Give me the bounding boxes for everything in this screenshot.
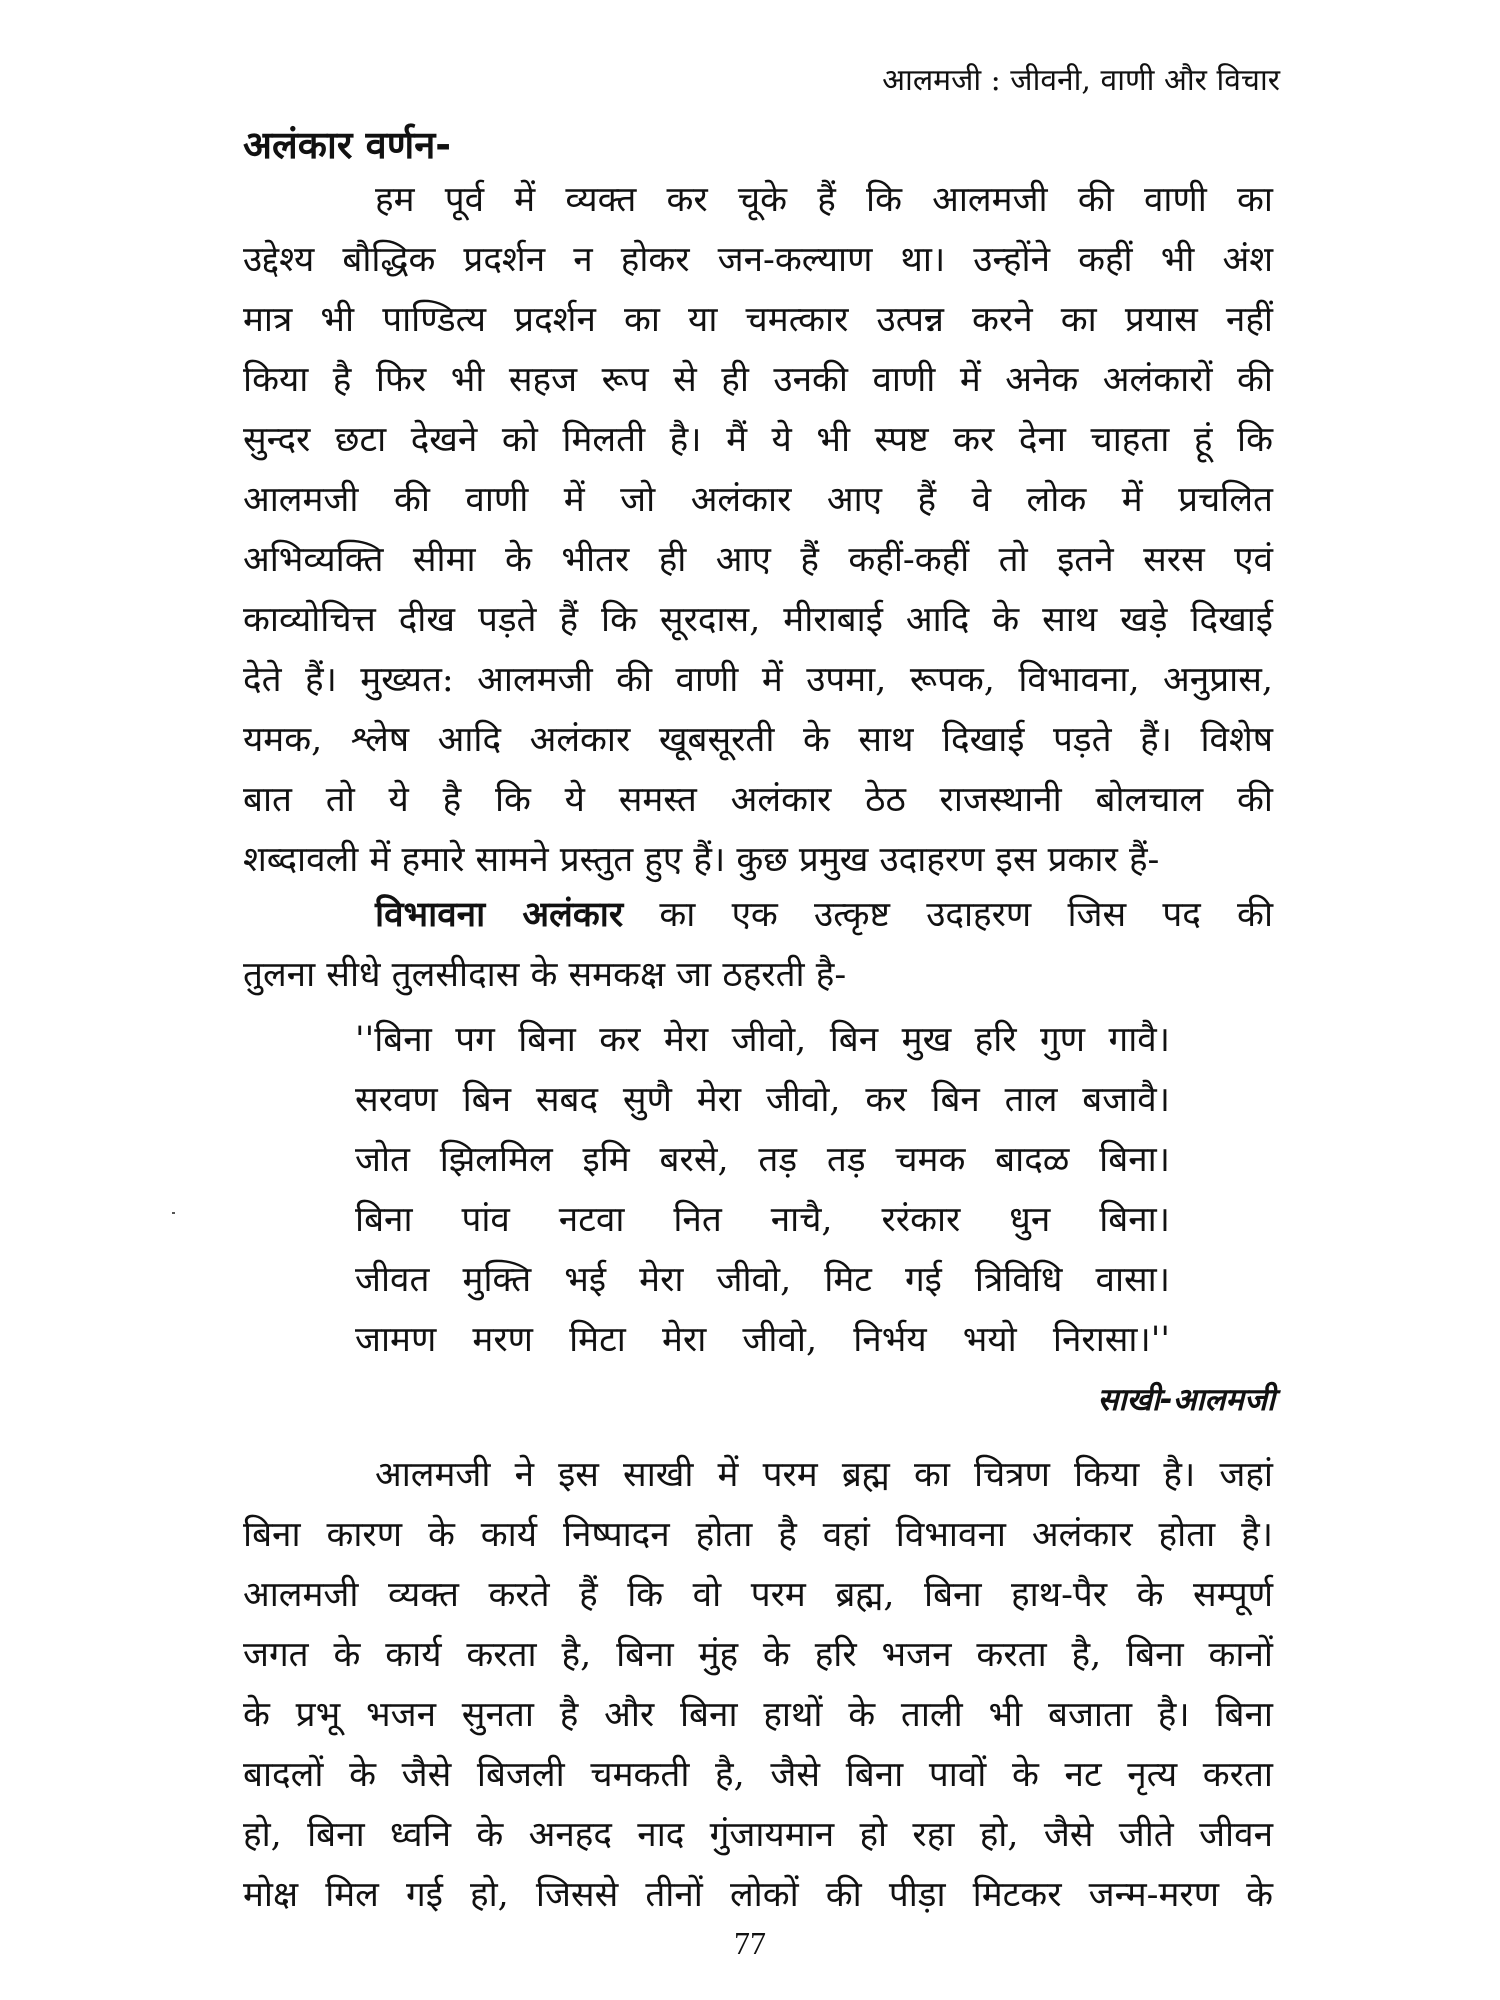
text-line: तुलना सीधे तुलसीदास के समकक्ष जा ठहरती है- bbox=[243, 955, 847, 995]
running-header: आलमजी : जीवनी, वाणी और विचार bbox=[882, 63, 1280, 98]
bold-term: विभावना अलंकार bbox=[375, 895, 624, 935]
text-line bbox=[243, 885, 1273, 945]
text-line: हो, बिना ध्वनि के अनहद नाद गुंजायमान हो रहा हो, जैसे जीते जीवन bbox=[243, 1815, 1273, 1855]
text-line: बादलों के जैसे बिजली चमकती है, जैसे बिना पावों के नट नृत्य करता bbox=[243, 1755, 1273, 1795]
verse-line: जामण मरण मिटा मेरा जीवो, निर्भय भयो निरासा।'' bbox=[355, 1320, 1170, 1360]
text-line: शब्दावली में हमारे सामने प्रस्तुत हुए हैं। कुछ प्रमुख उदाहरण इस प्रकार हैं- bbox=[243, 840, 1160, 880]
text-line: जगत के कार्य करता है, बिना मुंह के हरि भजन करता है, बिना कानों bbox=[243, 1635, 1273, 1675]
text-line: आलमजी की वाणी में जो अलंकार आए हैं वे लोक में प्रचलित bbox=[243, 480, 1273, 520]
verse-line: सरवण बिन सबद सुणै मेरा जीवो, कर बिन ताल बजावै। bbox=[355, 1080, 1170, 1120]
text-line: बात तो ये है कि ये समस्त अलंकार ठेठ राजस्थानी बोलचाल की bbox=[243, 780, 1273, 820]
verse-line: जीवत मुक्ति भई मेरा जीवो, मिट गई त्रिविधि वासा। bbox=[355, 1260, 1170, 1300]
text-line: यमक, श्लेष आदि अलंकार खूबसूरती के साथ दिखाई पड़ते हैं। विशेष bbox=[243, 720, 1273, 760]
text-line: किया है फिर भी सहज रूप से ही उनकी वाणी में अनेक अलंकारों की bbox=[243, 360, 1273, 400]
text-line: काव्योचित्त दीख पड़ते हैं कि सूरदास, मीराबाई आदि के साथ खड़े दिखाई bbox=[243, 600, 1273, 640]
text-line: उद्देश्य बौद्धिक प्रदर्शन न होकर जन-कल्याण था। उन्होंने कहीं भी अंश bbox=[243, 240, 1273, 280]
text-line: मात्र भी पाण्डित्य प्रदर्शन का या चमत्कार उत्पन्न करने का प्रयास नहीं bbox=[243, 300, 1273, 340]
paragraph-vibhavana bbox=[243, 885, 1273, 1005]
text-line: देते हैं। मुख्यत: आलमजी की वाणी में उपमा, रूपक, विभावना, अनुप्रास, bbox=[243, 660, 1273, 700]
verse-line: जोत झिलमिल इमि बरसे, तड़ तड़ चमक बादळ बिना। bbox=[355, 1140, 1170, 1180]
paragraph-explanation bbox=[243, 1445, 1273, 1925]
section-title: अलंकार वर्णन- bbox=[243, 123, 452, 167]
text-line: मोक्ष मिल गई हो, जिससे तीनों लोकों की पीड़ा मिटकर जन्म-मरण के bbox=[243, 1875, 1273, 1915]
text-line: सुन्दर छटा देखने को मिलती है। मैं ये भी स्पष्ट कर देना चाहता हूं कि bbox=[243, 420, 1273, 460]
text-fragment: का एक उत्कृष्ट उदाहरण जिस पद की bbox=[623, 895, 1274, 935]
text-line: आलमजी ने इस साखी में परम ब्रह्म का चित्रण किया है। जहां bbox=[375, 1455, 1273, 1495]
text-line: आलमजी व्यक्त करते हैं कि वो परम ब्रह्म, बिना हाथ-पैर के सम्पूर्ण bbox=[243, 1575, 1273, 1615]
text-line: हम पूर्व में व्यक्त कर चूके हैं कि आलमजी की वाणी का bbox=[375, 180, 1273, 220]
text-line: बिना कारण के कार्य निष्पादन होता है वहां विभावना अलंकार होता है। bbox=[243, 1515, 1273, 1555]
text-line: के प्रभू भजन सुनता है और बिना हाथों के ताली भी बजाता है। बिना bbox=[243, 1695, 1273, 1735]
verse-block bbox=[355, 1010, 1170, 1370]
verse-line: ''बिना पग बिना कर मेरा जीवो, बिन मुख हरि गुण गावै। bbox=[355, 1020, 1170, 1060]
paragraph-intro bbox=[243, 170, 1273, 890]
text-line: अभिव्यक्ति सीमा के भीतर ही आए हैं कहीं-कहीं तो इतने सरस एवं bbox=[243, 540, 1273, 580]
page-number: 77 bbox=[734, 1925, 766, 1961]
verse-attribution: साखी-आलमजी bbox=[1097, 1382, 1275, 1418]
verse-line: बिना पांव नटवा नित नाचै, ररंकार धुन बिना। bbox=[355, 1200, 1170, 1240]
scan-speck bbox=[172, 1212, 175, 1214]
